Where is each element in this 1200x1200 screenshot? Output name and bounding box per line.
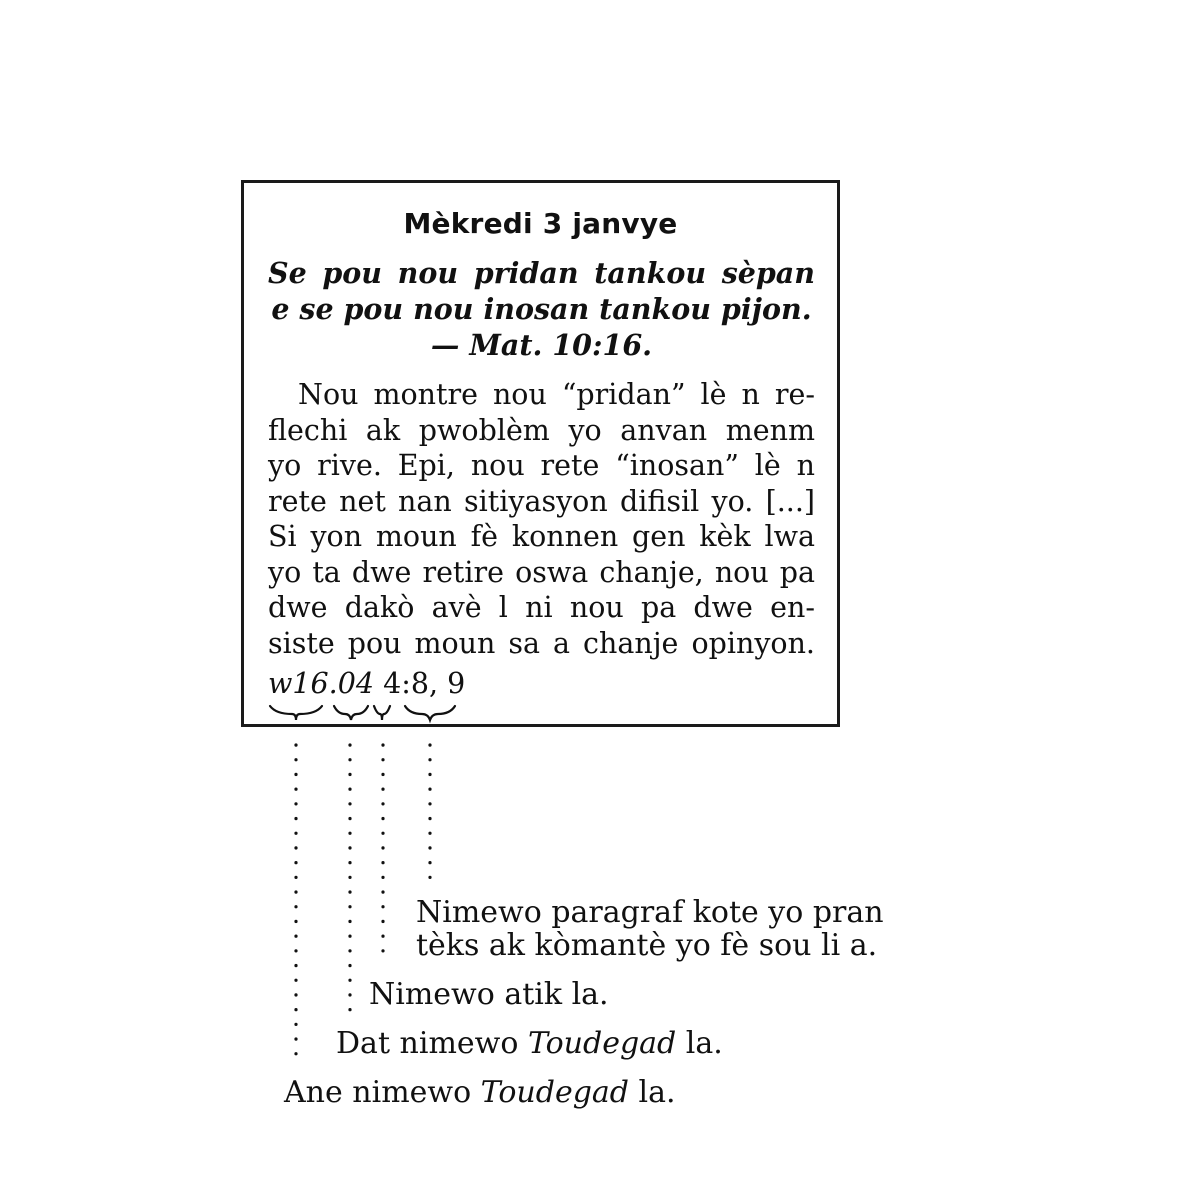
reference-separator: : xyxy=(401,667,411,700)
magazine-title: Toudegad xyxy=(480,1075,629,1110)
reference-issue-date: .04 xyxy=(328,667,374,700)
legend-text: Dat nimewo xyxy=(336,1026,528,1061)
legend-text: Ane nimewo xyxy=(284,1075,481,1110)
comment-line: yo ta dwe retire oswa chanje, nou pa xyxy=(268,555,815,589)
legend-issue-year xyxy=(284,1076,676,1109)
comment-line: dwe dakò avè l ni nou pa dwe en- xyxy=(268,591,815,624)
reference-article: 4 xyxy=(383,667,402,700)
verse-line: Se pou nou pridan tankou sèpan xyxy=(268,256,815,290)
legend-text: la. xyxy=(629,1075,676,1110)
brace-article xyxy=(374,706,390,720)
reference-paragraphs: 8, 9 xyxy=(410,667,466,700)
legend-article: Nimewo atik la. xyxy=(369,977,609,1012)
reference-issue-year: w16 xyxy=(268,667,329,700)
comment-line: Si yon moun fè konnen gen kèk lwa xyxy=(268,520,815,553)
brace-paragraphs xyxy=(405,706,455,720)
comment-line: Nou montre nou “pridan” lè n re- xyxy=(298,378,815,411)
verse-line: e se pou nou inosan tankou pijon. xyxy=(271,292,812,326)
legend-issue-date xyxy=(336,1027,723,1060)
comment-line: siste pou moun sa a chanje opinyon. xyxy=(268,626,815,660)
brace-year xyxy=(270,706,322,720)
comment-line: flechi ak pwoblèm yo anvan menm xyxy=(268,413,815,447)
comment-line: rete net nan sitiyasyon difisil yo. [...] xyxy=(268,484,815,518)
legend-text: la. xyxy=(676,1026,723,1061)
legend-paragraphs-line: Nimewo paragraf kote yo pran xyxy=(416,895,884,930)
comment-line: yo rive. Epi, nou rete “inosan” lè n xyxy=(268,449,815,482)
legend-paragraphs xyxy=(416,896,884,962)
verse-citation: — Mat. 10:16. xyxy=(430,328,653,362)
brace-date xyxy=(334,706,368,720)
magazine-title: Toudegad xyxy=(527,1026,677,1061)
date-heading: Mèkredi 3 janvye xyxy=(403,207,678,240)
legend-paragraphs-line: tèks ak kòmantè yo fè sou li a. xyxy=(416,928,878,963)
